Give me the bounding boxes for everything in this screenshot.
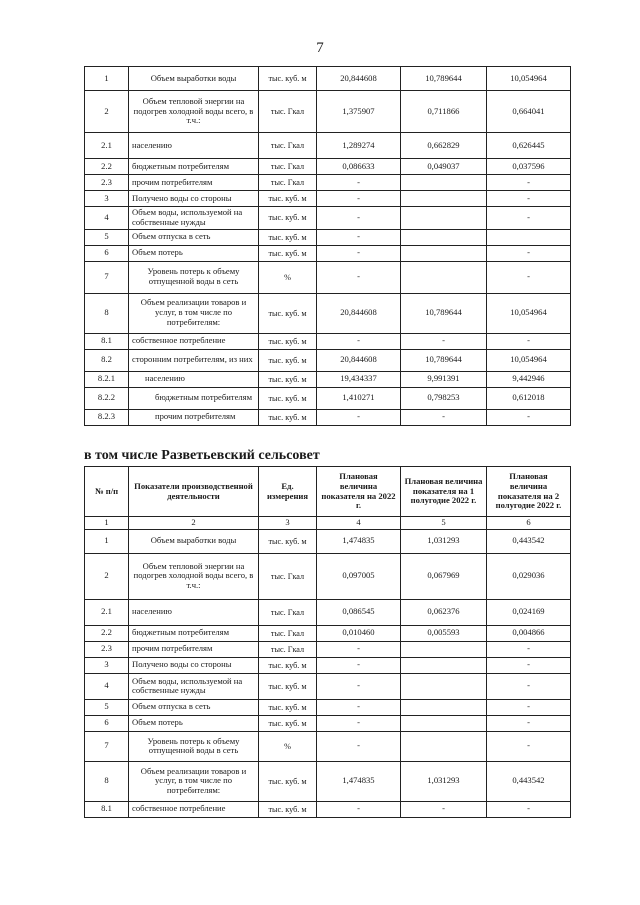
row-unit: %: [259, 731, 317, 761]
table-row: [85, 553, 571, 599]
row-value-year: 20,844608: [317, 67, 401, 91]
row-value-half2: 0,037596: [487, 159, 571, 175]
row-value-half2: -: [487, 731, 571, 761]
table-row: [85, 529, 571, 553]
row-indicator: Объем тепловой энергии на подогрев холодной воды всего, в т.ч.:: [129, 553, 259, 599]
row-number: 2.1: [85, 133, 129, 159]
row-value-half1: [401, 261, 487, 293]
row-value-year: -: [317, 191, 401, 207]
col-number: 2: [129, 517, 259, 530]
header-v2: Плановая величина показателя на 1 полугодие 2022 г.: [401, 467, 487, 517]
row-indicator: прочим потребителям: [129, 641, 259, 657]
row-value-year: -: [317, 731, 401, 761]
section-title: в том числе Разветьевский сельсовет: [84, 448, 320, 463]
row-value-year: -: [317, 801, 401, 817]
table-row: [85, 133, 571, 159]
row-value-year: -: [317, 245, 401, 261]
row-unit: тыс. Гкал: [259, 91, 317, 133]
row-value-half2: -: [487, 333, 571, 349]
col-number: 3: [259, 517, 317, 530]
row-unit: тыс. Гкал: [259, 553, 317, 599]
row-indicator: прочим потребителям: [129, 409, 259, 425]
col-number: 5: [401, 517, 487, 530]
table-row: [85, 409, 571, 425]
row-unit: тыс. Гкал: [259, 641, 317, 657]
row-indicator: Уровень потерь к объему отпущенной воды в сеть: [129, 261, 259, 293]
row-value-half2: 9,442946: [487, 371, 571, 387]
row-indicator: бюджетным потребителям: [129, 625, 259, 641]
row-number: 2.3: [85, 175, 129, 191]
row-number: 2.3: [85, 641, 129, 657]
row-value-half2: 0,029036: [487, 553, 571, 599]
row-number: 2.2: [85, 625, 129, 641]
bottom-table-body: [85, 529, 571, 817]
row-value-half1: -: [401, 801, 487, 817]
header-v1: Плановая величина показателя на 2022 г.: [317, 467, 401, 517]
row-value-half2: -: [487, 657, 571, 673]
row-indicator: Уровень потерь к объему отпущенной воды в сеть: [129, 731, 259, 761]
row-value-half1: [401, 175, 487, 191]
row-value-year: -: [317, 641, 401, 657]
row-unit: тыс. куб. м: [259, 293, 317, 333]
table-row: [85, 67, 571, 91]
row-value-half1: [401, 699, 487, 715]
row-value-half1: -: [401, 333, 487, 349]
row-unit: тыс. куб. м: [259, 349, 317, 371]
row-value-year: -: [317, 409, 401, 425]
row-value-half2: 10,054964: [487, 349, 571, 371]
row-value-half1: 10,789644: [401, 67, 487, 91]
row-number: 3: [85, 191, 129, 207]
row-number: 8.2.3: [85, 409, 129, 425]
row-indicator: Объем воды, используемой на собственные нужды: [129, 207, 259, 230]
table-row: [85, 245, 571, 261]
row-value-year: -: [317, 229, 401, 245]
row-value-year: 1,474835: [317, 529, 401, 553]
row-value-half2: 0,664041: [487, 91, 571, 133]
row-value-half1: [401, 191, 487, 207]
row-value-year: -: [317, 333, 401, 349]
table-row: [85, 387, 571, 409]
row-unit: тыс. куб. м: [259, 409, 317, 425]
row-number: 5: [85, 229, 129, 245]
row-unit: тыс. куб. м: [259, 761, 317, 801]
row-value-half1: [401, 673, 487, 699]
row-number: 8.1: [85, 333, 129, 349]
row-unit: тыс. куб. м: [259, 67, 317, 91]
page-number: 7: [316, 40, 324, 56]
row-value-half1: [401, 715, 487, 731]
row-value-half2: 0,612018: [487, 387, 571, 409]
row-indicator: Объем реализации товаров и услуг, в том числе по потребителям:: [129, 293, 259, 333]
row-value-half2: 10,054964: [487, 293, 571, 333]
row-indicator: прочим потребителям: [129, 175, 259, 191]
row-number: 8: [85, 293, 129, 333]
table-row: [85, 293, 571, 333]
row-number: 2.1: [85, 599, 129, 625]
row-value-year: 20,844608: [317, 349, 401, 371]
row-number: 4: [85, 207, 129, 230]
table-row: [85, 207, 571, 230]
col-number: 4: [317, 517, 401, 530]
row-number: 6: [85, 245, 129, 261]
row-indicator: Объем выработки воды: [129, 529, 259, 553]
row-indicator: населению: [129, 599, 259, 625]
row-indicator: бюджетным потребителям: [129, 387, 259, 409]
row-indicator: Объем реализации товаров и услуг, в том числе по потребителям:: [129, 761, 259, 801]
table-row: [85, 159, 571, 175]
row-value-year: 1,474835: [317, 761, 401, 801]
row-number: 8.1: [85, 801, 129, 817]
row-value-half1: 0,662829: [401, 133, 487, 159]
row-unit: тыс. куб. м: [259, 673, 317, 699]
row-value-year: 19,434337: [317, 371, 401, 387]
table-row: [85, 625, 571, 641]
row-number: 6: [85, 715, 129, 731]
row-value-year: -: [317, 261, 401, 293]
row-value-half1: 9,991391: [401, 371, 487, 387]
row-value-half2: -: [487, 699, 571, 715]
row-value-half2: -: [487, 175, 571, 191]
row-number: 2: [85, 91, 129, 133]
row-value-half1: 10,789644: [401, 293, 487, 333]
row-value-half2: -: [487, 715, 571, 731]
row-number: 3: [85, 657, 129, 673]
row-unit: тыс. куб. м: [259, 801, 317, 817]
row-unit: %: [259, 261, 317, 293]
table-row: [85, 801, 571, 817]
row-value-year: -: [317, 715, 401, 731]
top-table: [84, 66, 571, 426]
row-indicator: Получено воды со стороны: [129, 657, 259, 673]
row-unit: тыс. Гкал: [259, 133, 317, 159]
row-value-year: -: [317, 673, 401, 699]
header-name: Показатели производственной деятельности: [129, 467, 259, 517]
table-row: [85, 699, 571, 715]
row-value-half2: 0,004866: [487, 625, 571, 641]
col-number: 6: [487, 517, 571, 530]
table-row: [85, 599, 571, 625]
row-number: 7: [85, 261, 129, 293]
row-value-half1: -: [401, 409, 487, 425]
row-value-half2: -: [487, 191, 571, 207]
row-indicator: сторонним потребителям, из них: [129, 349, 259, 371]
table-row: [85, 175, 571, 191]
header-unit: Ед. измерения: [259, 467, 317, 517]
row-unit: тыс. куб. м: [259, 245, 317, 261]
row-value-half2: -: [487, 409, 571, 425]
row-indicator: Объем потерь: [129, 715, 259, 731]
table-row: [85, 349, 571, 371]
row-number: 8.2: [85, 349, 129, 371]
row-value-year: 1,289274: [317, 133, 401, 159]
row-value-half1: [401, 245, 487, 261]
header-v3: Плановая величина показателя на 2 полугодие 2022 г.: [487, 467, 571, 517]
row-indicator: Объем тепловой энергии на подогрев холодной воды всего, в т.ч.:: [129, 91, 259, 133]
row-value-half1: 10,789644: [401, 349, 487, 371]
table-row: [85, 191, 571, 207]
row-value-half1: 0,798253: [401, 387, 487, 409]
row-value-year: 1,375907: [317, 91, 401, 133]
bottom-table: [84, 466, 571, 818]
table-row: [85, 91, 571, 133]
row-number: 1: [85, 529, 129, 553]
row-value-half2: 0,024169: [487, 599, 571, 625]
table-row: [85, 641, 571, 657]
row-number: 1: [85, 67, 129, 91]
row-unit: тыс. куб. м: [259, 371, 317, 387]
row-unit: тыс. куб. м: [259, 529, 317, 553]
row-value-half2: -: [487, 801, 571, 817]
column-number-row: [85, 517, 571, 530]
row-unit: тыс. куб. м: [259, 699, 317, 715]
row-unit: тыс. Гкал: [259, 159, 317, 175]
row-indicator: собственное потребление: [129, 801, 259, 817]
table-row: [85, 261, 571, 293]
row-value-half2: -: [487, 641, 571, 657]
row-value-half2: 10,054964: [487, 67, 571, 91]
table-row: [85, 371, 571, 387]
row-indicator: бюджетным потребителям: [129, 159, 259, 175]
row-value-half1: 0,005593: [401, 625, 487, 641]
row-value-half1: 0,067969: [401, 553, 487, 599]
table-row: [85, 657, 571, 673]
header-num: № п/п: [85, 467, 129, 517]
row-value-half2: 0,443542: [487, 761, 571, 801]
row-value-half1: [401, 641, 487, 657]
row-value-year: 20,844608: [317, 293, 401, 333]
row-value-year: 0,097005: [317, 553, 401, 599]
row-unit: тыс. куб. м: [259, 333, 317, 349]
row-unit: тыс. куб. м: [259, 191, 317, 207]
row-value-half2: 0,443542: [487, 529, 571, 553]
row-unit: тыс. Гкал: [259, 625, 317, 641]
row-indicator: Объем выработки воды: [129, 67, 259, 91]
row-value-half1: 1,031293: [401, 529, 487, 553]
table-row: [85, 333, 571, 349]
header-row: [85, 467, 571, 517]
row-value-half2: -: [487, 261, 571, 293]
row-indicator: Получено воды со стороны: [129, 191, 259, 207]
row-indicator: собственное потребление: [129, 333, 259, 349]
row-indicator: Объем потерь: [129, 245, 259, 261]
row-unit: тыс. Гкал: [259, 599, 317, 625]
row-indicator: Объем отпуска в сеть: [129, 229, 259, 245]
row-indicator: Объем отпуска в сеть: [129, 699, 259, 715]
row-value-year: 0,086545: [317, 599, 401, 625]
row-value-half1: 0,049037: [401, 159, 487, 175]
row-value-year: -: [317, 207, 401, 230]
row-value-half2: -: [487, 245, 571, 261]
row-indicator: населению: [129, 371, 259, 387]
table-row: [85, 761, 571, 801]
row-value-year: 1,410271: [317, 387, 401, 409]
row-number: 4: [85, 673, 129, 699]
row-value-half1: [401, 657, 487, 673]
row-number: 2: [85, 553, 129, 599]
row-unit: тыс. куб. м: [259, 207, 317, 230]
col-number: 1: [85, 517, 129, 530]
row-unit: тыс. куб. м: [259, 387, 317, 409]
row-indicator: Объем воды, используемой на собственные нужды: [129, 673, 259, 699]
row-unit: тыс. Гкал: [259, 175, 317, 191]
row-value-half1: 1,031293: [401, 761, 487, 801]
row-value-year: -: [317, 657, 401, 673]
row-value-half1: 0,062376: [401, 599, 487, 625]
row-unit: тыс. куб. м: [259, 657, 317, 673]
row-number: 8.2.2: [85, 387, 129, 409]
row-value-year: -: [317, 699, 401, 715]
row-value-half2: 0,626445: [487, 133, 571, 159]
row-number: 5: [85, 699, 129, 715]
table-row: [85, 731, 571, 761]
row-value-half2: [487, 229, 571, 245]
top-table-body: [85, 67, 571, 426]
row-value-half2: -: [487, 207, 571, 230]
table-row: [85, 715, 571, 731]
row-value-half1: 0,711866: [401, 91, 487, 133]
row-unit: тыс. куб. м: [259, 715, 317, 731]
row-value-half1: [401, 229, 487, 245]
bottom-table-header: [85, 467, 571, 530]
row-value-year: -: [317, 175, 401, 191]
row-value-half2: -: [487, 673, 571, 699]
row-value-half1: [401, 207, 487, 230]
row-number: 7: [85, 731, 129, 761]
table-row: [85, 229, 571, 245]
row-value-year: 0,010460: [317, 625, 401, 641]
row-unit: тыс. куб. м: [259, 229, 317, 245]
row-number: 8: [85, 761, 129, 801]
row-number: 8.2.1: [85, 371, 129, 387]
row-indicator: населению: [129, 133, 259, 159]
row-number: 2.2: [85, 159, 129, 175]
table-row: [85, 673, 571, 699]
row-value-year: 0,086633: [317, 159, 401, 175]
row-value-half1: [401, 731, 487, 761]
